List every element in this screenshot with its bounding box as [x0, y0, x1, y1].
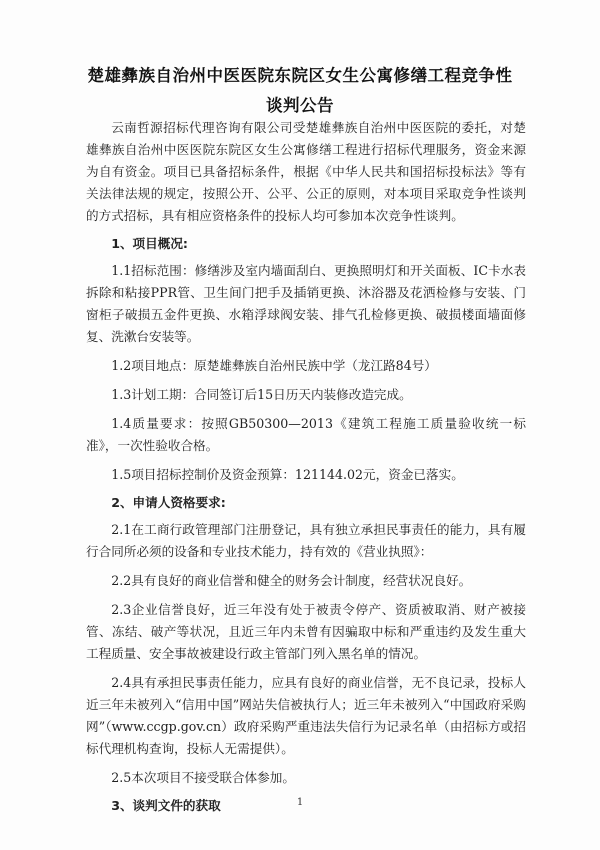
- item-1-1: 1.1招标范围：修缮涉及室内墙面刮白、更换照明灯和开关面板、IC卡水表拆除和粘接PPR管、卫生间门把手及插销更换、沐浴器及花洒检修与安装、门窗柜子破损五金件更换、水箱浮球阀安装、排气孔检修更换、破损楼面墙面修复、洗漱台安装等。: [86, 263, 526, 344]
- item-1-2: 1.2项目地点：原楚雄彝族自治州民族中学（龙江路84号）: [111, 358, 437, 373]
- item-2-1: 2.1在工商行政管理部门注册登记，具有独立承担民事责任的能力，具有履行合同所必须的设备和专业技术能力，持有效的《营业执照》：: [86, 522, 526, 559]
- document-title-line2: 谈判公告: [266, 96, 334, 115]
- item-2-2: 2.2具有良好的商业信誉和健全的财务会计制度，经营状况良好。: [111, 573, 472, 588]
- section-heading-2: 2、申请人资格要求:: [111, 495, 226, 510]
- document-title-line1: 楚雄彝族自治州中医医院东院区女生公寓修缮工程竞争性: [87, 66, 513, 85]
- item-2-4: 2.4具有承担民事责任能力，应具有良好的商业信誉，无不良记录，投标人近三年未被列入“信用中国”网站失信被执行人；近三年未被列入“中国政府采购网”（www.ccgp.gov.cn）政府采购严重违法失信行为记录名单（由招标方或招标代理机构查询，投标人无需提供）。: [86, 675, 526, 756]
- item-1-5: 1.5项目招标控制价及资金预算：121144.02元，资金已落实。: [111, 467, 464, 482]
- item-2-5: 2.5本次项目不接受联合体参加。: [111, 770, 295, 785]
- item-1-3: 1.3计划工期：合同签订后15日历天内装修改造完成。: [111, 387, 412, 402]
- section-heading-3: 3、谈判文件的获取: [111, 798, 221, 813]
- item-1-4: 1.4质量要求：按照GB50300—2013《建筑工程施工质量验收统一标准》，一次性验收合格。: [86, 416, 526, 453]
- section-heading-1: 1、项目概况:: [111, 236, 188, 251]
- intro-paragraph: 云南哲源招标代理咨询有限公司受楚雄彝族自治州中医医院的委托，对楚雄彝族自治州中医医院东院区女生公寓修缮工程进行招标代理服务，资金来源为自有资金。项目已具备招标条件，根据《中华人民共和国招标投标法》等有关法律法规的规定，按照公开、公平、公正的原则，对本项目采取竞争性谈判的方式招标，具有相应资格条件的投标人均可参加本次竞争性谈判。: [86, 120, 526, 223]
- item-2-3: 2.3企业信誉良好，近三年没有处于被责令停产、资质被取消、财产被接管、冻结、破产等状况，且近三年内未曾有因骗取中标和严重违约及发生重大工程质量、安全事故被建设行政主管部门列入黑名单的情况。: [86, 602, 526, 661]
- document-body: [86, 117, 526, 822]
- page-number: 1: [296, 797, 304, 808]
